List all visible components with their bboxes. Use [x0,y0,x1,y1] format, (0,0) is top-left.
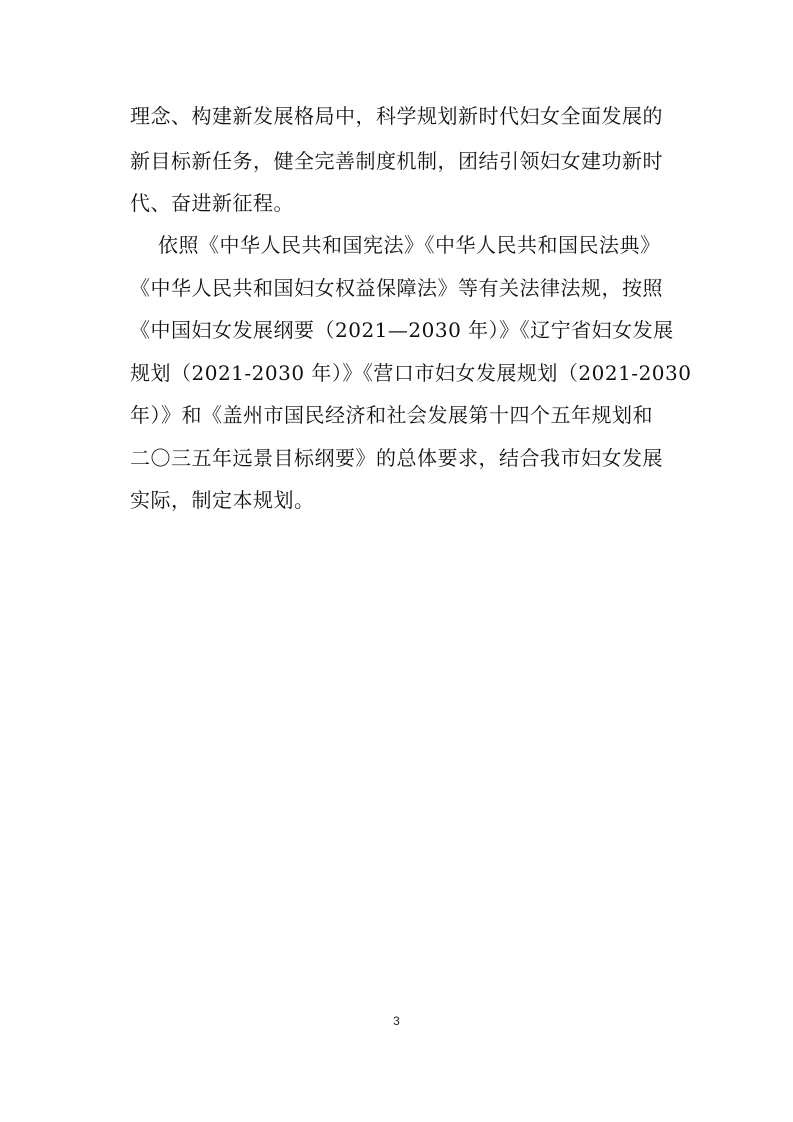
body-text-line: 实际，制定本规划。 [130,488,315,512]
body-text-line: 年）》和《盖州市国民经济和社会发展第十四个五年规划和 [130,403,653,427]
page-number: 3 [393,1014,400,1028]
body-text-line: 新目标新任务，健全完善制度机制，团结引领妇女建功新时 [130,149,663,173]
body-text-line: 《中国妇女发展纲要（2021—2030 年）》《辽宁省妇女发展 [130,318,674,342]
body-text-line: 二〇三五年远景目标纲要》的总体要求，结合我市妇女发展 [130,446,663,470]
body-text-line: 规划（2021-2030 年）》《营口市妇女发展规划（2021-2030 [130,361,692,385]
paragraph-first-line: 依照《中华人民共和国宪法》《中华人民共和国民法典》 [158,233,661,257]
body-text-line: 《中华人民共和国妇女权益保障法》等有关法律法规，按照 [130,276,663,300]
body-text-line: 理念、构建新发展格局中，科学规划新时代妇女全面发展的 [130,104,663,128]
body-text-line: 代、奋进新征程。 [130,191,294,215]
